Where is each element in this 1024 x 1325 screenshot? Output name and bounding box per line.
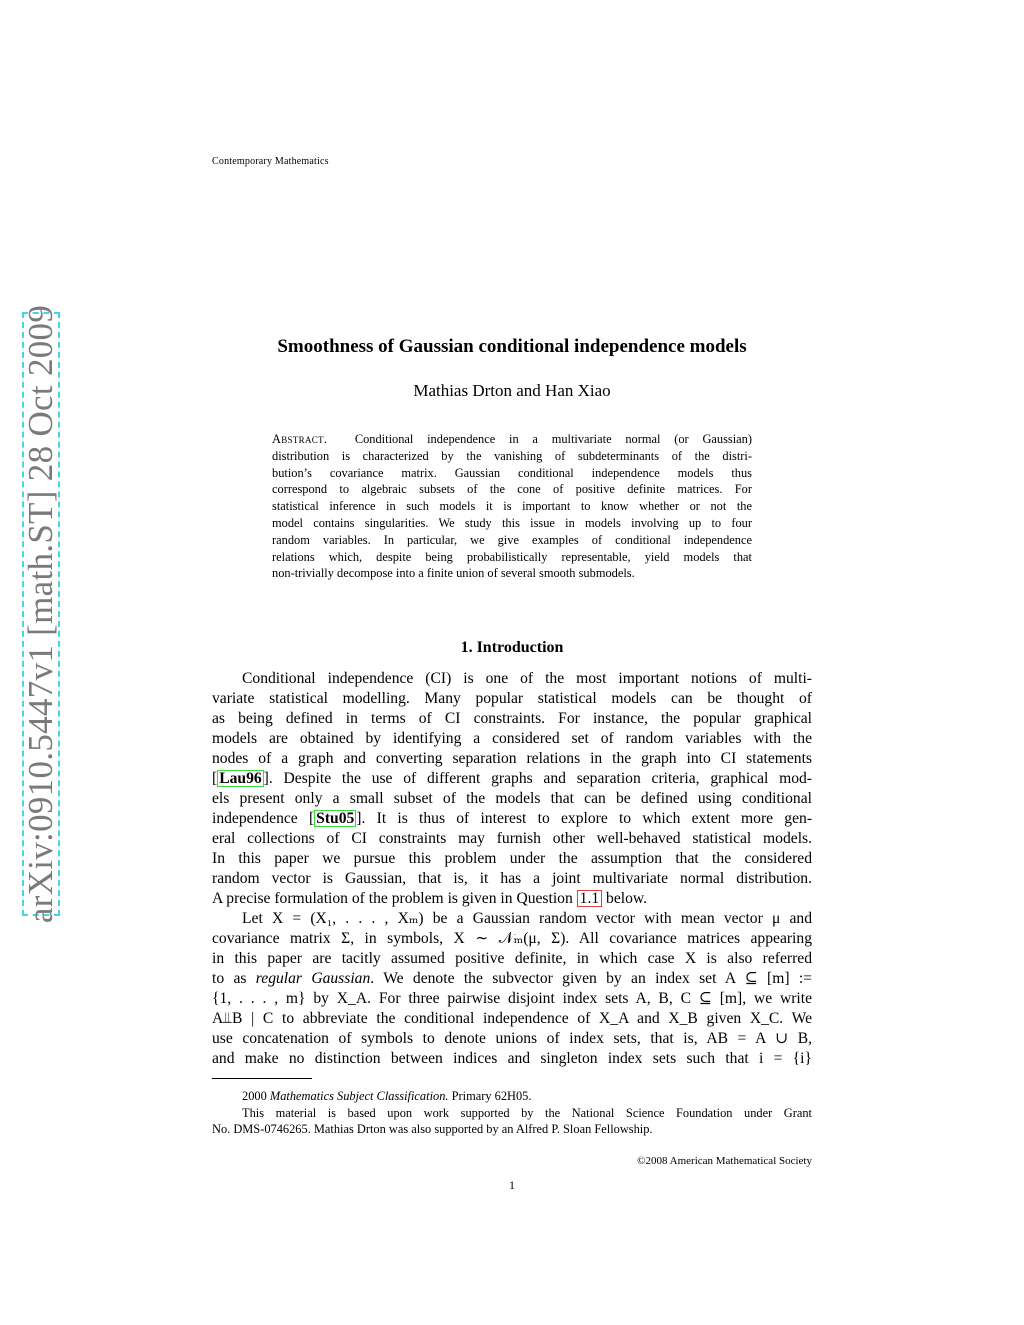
question-ref-link[interactable]: 1.1	[577, 890, 603, 907]
body-line: to as regular Gaussian. We denote the subvector given by an index set A ⊆ [m] :=	[212, 970, 812, 987]
body-line: models are obtained by identifying a considered set of random variables with the	[212, 730, 812, 747]
abstract-line: model contains singularities. We study this issue in models involving up to four	[272, 515, 752, 530]
body-line: {1, . . . , m} by X_A. For three pairwise disjoint index sets A, B, C ⊆ [m], we write	[212, 990, 812, 1007]
footnotes	[212, 1088, 812, 1138]
abstract	[272, 431, 752, 582]
citation-stu05[interactable]: Stu05	[316, 810, 355, 827]
body-line: Conditional independence (CI) is one of the most important notions of multi-	[242, 670, 812, 687]
abstract-line: non-trivially decompose into a finite union of several smooth submodels.	[272, 566, 635, 581]
paper-authors: Mathias Drton and Han Xiao	[413, 381, 611, 400]
section-heading: 1. Introduction	[460, 639, 564, 656]
abstract-line: relations which, despite being probabilistically representable, yield models that	[272, 549, 752, 564]
paper-title: Smoothness of Gaussian conditional independence models	[277, 336, 747, 357]
body-line: use concatenation of symbols to denote unions of index sets, that is, AB = A ∪ B,	[212, 1030, 812, 1047]
body-line: nodes of a graph and converting separation relations in the graph into CI statements	[212, 750, 812, 767]
body-line: as being defined in terms of CI constraints. For instance, the popular graphical	[212, 710, 812, 727]
abstract-line: correspond to algebraic subsets of the cone of positive definite matrices. For	[272, 482, 752, 497]
copyright-notice: ©2008 American Mathematical Society	[637, 1155, 812, 1167]
body-line: In this paper we pursue this problem under the assumption that the considered	[212, 850, 812, 867]
emphasis: regular Gaussian	[255, 970, 371, 987]
abstract-label: Abstract.	[272, 432, 328, 446]
abstract-line: statistical inference in such models it is important to know whether or not the	[272, 499, 752, 514]
body-text	[212, 669, 812, 1069]
body-line: A precise formulation of the problem is given in Question 1.1 below.	[212, 890, 648, 907]
journal-header: Contemporary Mathematics	[212, 156, 329, 167]
body-line: in this paper are tacitly assumed positive definite, in which case X is also referred	[212, 950, 812, 967]
arxiv-stamp[interactable]: arXiv:0910.5447v1 [math.ST] 28 Oct 2009	[21, 304, 60, 924]
body-line: A⫫B | C to abbreviate the conditional independence of X_A and X_B given X_C. We	[212, 1010, 812, 1027]
page-number: 1	[509, 1178, 515, 1192]
citation-lau96[interactable]: Lau96	[219, 770, 262, 787]
body-line: Let X = (X₁, . . . , Xₘ) be a Gaussian random vector with mean vector μ and	[242, 910, 812, 927]
body-line: variate statistical modelling. Many popular statistical models can be thought of	[212, 690, 812, 707]
footnote-line: 2000 Mathematics Subject Classification. Primary 62H05.	[242, 1089, 532, 1103]
body-line: [ Lau96 ]. Despite the use of different graphs and separation criteria, graphical mod-	[212, 770, 812, 787]
footnote-rule	[212, 1078, 312, 1079]
abstract-line: bution’s covariance matrix. Gaussian conditional independence models thus	[272, 465, 752, 480]
body-line: random vector is Gaussian, that is, it has a joint multivariate normal distribution.	[212, 870, 812, 887]
abstract-line: distribution is characterized by the vanishing of subdeterminants of the distri-	[272, 448, 752, 463]
footnote-line: This material is based upon work supported by the National Science Foundation under Grant	[242, 1105, 812, 1120]
body-line: independence [ Stu05 ]. It is thus of interest to explore to which extent more gen-	[212, 810, 813, 827]
body-line: covariance matrix Σ, in symbols, X ∼ 𝒩ₘ(μ, Σ). All covariance matrices appearing	[212, 930, 812, 947]
body-line: eral collections of CI constraints may furnish other well-behaved statistical models.	[212, 830, 812, 847]
abstract-line: Abstract. Conditional independence in a multivariate normal (or Gaussian)	[272, 432, 752, 446]
footnote-line: No. DMS-0746265. Mathias Drton was also supported by an Alfred P. Sloan Fellowship.	[212, 1122, 653, 1136]
abstract-line: random variables. In particular, we give examples of conditional independence	[272, 532, 752, 547]
body-line: els present only a small subset of the models that can be defined using conditional	[212, 790, 812, 807]
body-line: and make no distinction between indices and singleton index sets such that i = {i}	[212, 1050, 812, 1067]
